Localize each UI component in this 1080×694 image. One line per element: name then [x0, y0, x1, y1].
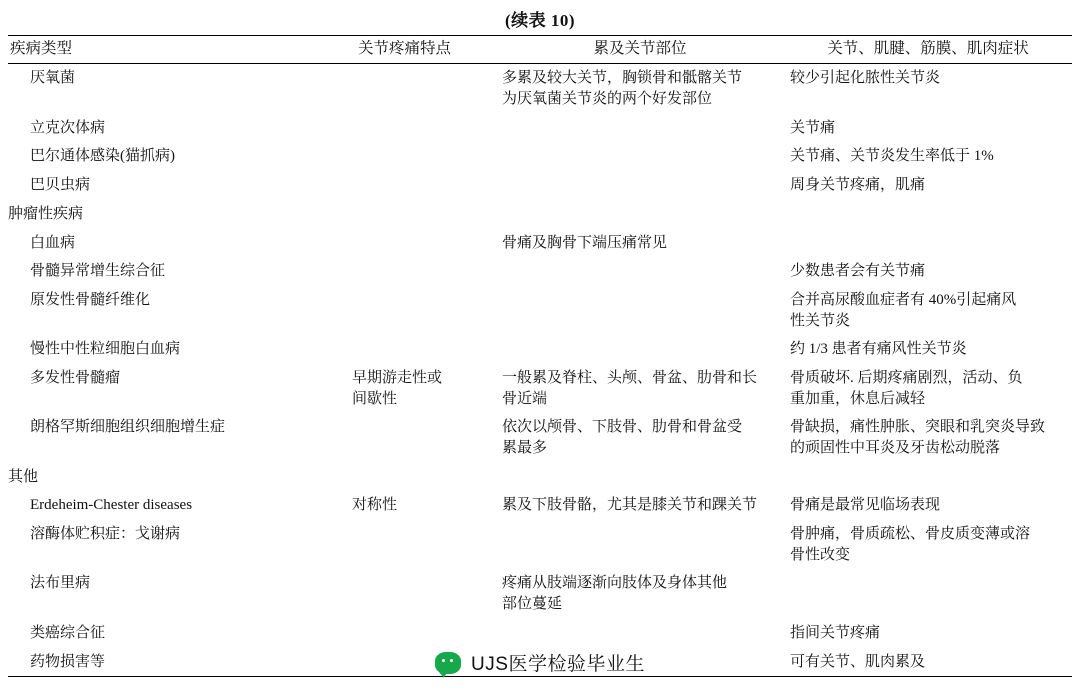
symptoms-line-1: 骨质破坏. 后期疼痛剧烈，活动、负	[790, 369, 1023, 386]
symptoms-line-1: 少数患者会有关节痛	[790, 263, 926, 280]
table-row	[8, 229, 1072, 258]
cell-disease	[8, 364, 346, 413]
cell-pain	[346, 114, 496, 143]
cell-joints	[496, 569, 784, 618]
cell-symptoms	[784, 114, 1072, 143]
joints-line-1: 疼痛从肢端逐渐向肢体及身体其他	[502, 575, 728, 592]
cell-joints	[496, 64, 784, 114]
symptoms-line-2: 的顽固性中耳炎及牙齿松动脱落	[790, 440, 1001, 456]
disease-name: 药物损害等	[30, 653, 106, 670]
cell-pain	[346, 229, 496, 258]
cell-disease	[8, 257, 346, 286]
table-row	[8, 619, 1072, 648]
disease-name: 原发性骨髓纤维化	[30, 291, 151, 308]
cell-joints	[496, 257, 784, 286]
cell-pain	[346, 619, 496, 648]
cell-disease	[8, 171, 346, 200]
column-header-pain-features: 关节疼痛特点	[346, 36, 496, 64]
disease-name: 骨髓异常增生综合征	[30, 263, 166, 280]
symptoms-line-2: 重加重，休息后减轻	[790, 390, 926, 407]
disease-name: 朗格罕斯细胞组织细胞增生症	[30, 419, 226, 436]
cell-joints	[496, 491, 784, 520]
table-row-group-header	[8, 463, 1072, 492]
symptoms-line-2: 性关节炎	[790, 312, 851, 329]
continued-table	[8, 35, 1072, 677]
pain-line-1: 早期游走性或	[352, 369, 443, 386]
disease-name: 溶酶体贮积症：戈谢病	[30, 526, 181, 543]
cell-pain	[346, 335, 496, 364]
symptoms-line-1: 约 1/3 患者有痛风性关节炎	[790, 341, 967, 358]
cell-joints	[496, 229, 784, 258]
wechat-account-name: UJS医学检验毕业生	[471, 654, 645, 675]
disease-name: 立克次体病	[30, 119, 106, 136]
disease-name: 多发性骨髓瘤	[30, 369, 121, 386]
cell-symptoms	[784, 491, 1072, 520]
cell-disease	[8, 335, 346, 364]
symptoms-line-1: 可有关节、肌肉累及	[790, 653, 926, 670]
header-row	[8, 36, 1072, 64]
cell-symptoms	[784, 64, 1072, 114]
cell-joints	[496, 520, 784, 569]
cell-joints	[496, 171, 784, 200]
cell-joints	[496, 114, 784, 143]
disease-group-name: 肿瘤性疾病	[8, 205, 84, 222]
cell-joints	[496, 142, 784, 171]
cell-symptoms	[784, 619, 1072, 648]
symptoms-line-1: 周身关节疼痛，肌痛	[790, 177, 926, 194]
cell-symptoms	[784, 413, 1072, 462]
wechat-icon	[435, 652, 461, 674]
symptoms-line-1: 骨缺损，痛性肿胀、突眼和乳突炎导致	[790, 419, 1046, 436]
disease-name: 巴尔通体感染(猫抓病)	[30, 148, 175, 165]
disease-name: 慢性中性粒细胞白血病	[30, 341, 181, 358]
cell-disease	[8, 64, 346, 114]
table-row	[8, 142, 1072, 171]
symptoms-line-1: 合并高尿酸血症者有 40%引起痛风	[790, 291, 1017, 308]
disease-name: 类癌综合征	[30, 624, 106, 641]
table-row	[8, 286, 1072, 335]
cell-joints	[496, 286, 784, 335]
cell-pain	[346, 286, 496, 335]
joints-line-2: 部位蔓延	[502, 596, 563, 613]
joints-line-1: 多累及较大关节，胸锁骨和骶髂关节	[502, 70, 743, 87]
table-row	[8, 491, 1072, 520]
cell-disease-group	[8, 200, 346, 229]
cell-symptoms	[784, 229, 1072, 258]
cell-joints	[496, 619, 784, 648]
table-header	[8, 36, 1072, 64]
cell-pain	[346, 200, 496, 229]
disease-name: 白血病	[30, 234, 76, 251]
table-row	[8, 257, 1072, 286]
symptoms-line-2: 骨性改变	[790, 546, 851, 563]
symptoms-line-1: 较少引起化脓性关节炎	[790, 70, 941, 87]
disease-name: 厌氧菌	[30, 70, 76, 87]
cell-symptoms	[784, 142, 1072, 171]
cell-pain	[346, 64, 496, 114]
cell-disease	[8, 619, 346, 648]
cell-disease	[8, 491, 346, 520]
cell-pain	[346, 413, 496, 462]
joints-line-1: 一般累及脊柱、头颅、骨盆、肋骨和长	[502, 369, 758, 386]
cell-joints	[496, 200, 784, 229]
cell-pain	[346, 520, 496, 569]
symptoms-line-1: 骨痛是最常见临场表现	[790, 497, 941, 514]
cell-symptoms	[784, 257, 1072, 286]
symptoms-line-1: 指间关节疼痛	[790, 624, 881, 641]
joints-line-2: 累最多	[502, 440, 548, 456]
cell-symptoms	[784, 463, 1072, 492]
cell-pain	[346, 463, 496, 492]
cell-disease	[8, 520, 346, 569]
pain-line-2: 间歇性	[352, 390, 398, 407]
cell-disease	[8, 413, 346, 462]
symptoms-line-1: 骨肿痛，骨质疏松、骨皮质变薄或溶	[790, 526, 1031, 543]
table-row	[8, 520, 1072, 569]
column-header-symptoms: 关节、肌腱、筋膜、肌肉症状	[784, 36, 1072, 64]
cell-symptoms	[784, 364, 1072, 413]
cell-symptoms	[784, 520, 1072, 569]
cell-joints	[496, 364, 784, 413]
disease-name: Erdeheim-Chester diseases	[30, 497, 193, 514]
cell-pain	[346, 491, 496, 520]
cell-symptoms	[784, 286, 1072, 335]
table-caption: (续表 10)	[504, 11, 576, 30]
joints-line-1: 累及下肢骨骼，尤其是膝关节和踝关节	[502, 497, 758, 514]
table-body	[8, 64, 1072, 677]
cell-pain	[346, 257, 496, 286]
cell-pain	[346, 142, 496, 171]
cell-pain	[346, 364, 496, 413]
column-header-joints-involved: 累及关节部位	[496, 36, 784, 64]
cell-symptoms	[784, 200, 1072, 229]
table-row	[8, 171, 1072, 200]
cell-joints	[496, 463, 784, 492]
disease-name: 法布里病	[30, 575, 91, 592]
cell-symptoms	[784, 335, 1072, 364]
cell-pain	[346, 171, 496, 200]
watermark-footer	[0, 649, 1080, 676]
column-header-disease-type: 疾病类型	[8, 36, 346, 64]
cell-symptoms	[784, 569, 1072, 618]
table-row	[8, 413, 1072, 462]
symptoms-line-1: 关节痛	[790, 119, 836, 136]
joints-line-2: 骨近端	[502, 390, 548, 407]
cell-disease	[8, 286, 346, 335]
joints-line-1: 依次以颅骨、下肢骨、肋骨和骨盆受	[502, 419, 743, 436]
table-row	[8, 335, 1072, 364]
cell-disease	[8, 229, 346, 258]
cell-disease	[8, 142, 346, 171]
cell-joints	[496, 335, 784, 364]
cell-joints	[496, 413, 784, 462]
joints-line-2: 为厌氧菌关节炎的两个好发部位	[502, 91, 713, 108]
cell-symptoms	[784, 171, 1072, 200]
table-row	[8, 364, 1072, 413]
cell-disease	[8, 569, 346, 618]
cell-disease	[8, 114, 346, 143]
pain-line-1: 对称性	[352, 497, 398, 514]
table-row	[8, 114, 1072, 143]
cell-disease-group	[8, 463, 346, 492]
joints-line-1: 骨痛及胸骨下端压痛常见	[502, 234, 668, 251]
table-row	[8, 64, 1072, 114]
symptoms-line-1: 关节痛、关节炎发生率低于 1%	[790, 148, 994, 165]
table-row	[8, 569, 1072, 618]
table-row-group-header	[8, 200, 1072, 229]
disease-group-name: 其他	[8, 468, 39, 485]
cell-pain	[346, 569, 496, 618]
disease-name: 巴贝虫病	[30, 177, 91, 194]
